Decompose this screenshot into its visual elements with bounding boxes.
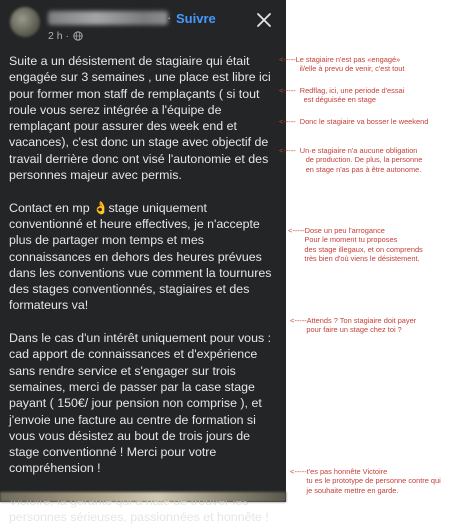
annotation-redflag: <----- Redflag, ici, une periode d'essai est déguisée en stage: [279, 86, 405, 105]
post-paragraph-4: personnes sérieuses, passionnées et honnête !: [9, 510, 269, 525]
post-paragraph-2: Contact en mp 👌stage uniquement conventionné et heure effectives, je n'accepte plus de partager mon temps et mes connaissances en dehors des heures prévues dans les conventions vue comment la tournures des stages conventionnés, stagiaires et des formateurs va!: [9, 200, 272, 313]
attached-image-strip[interactable]: [0, 492, 286, 502]
annotation-column: [279, 0, 458, 502]
post-paragraph-1: Suite a un désistement de stagiaire qui était engagée sur 3 semaines , une place est libre ici pour former mon staff de remplaçants ( si tout roule vous serez intégrée a l'équipe de remplaçant pour assurer des week end et vacances), c'est donc un stage avec objectif de travail derrière donc ont visé l'autonomie et des personnes majeur avec permis.: [9, 54, 271, 183]
post-time-label: 2 h ·: [48, 30, 70, 42]
annotation-engagement: <-----Le stagiaire n'est pas «engagé» il/elle à prevu de venir, c'est tout: [279, 55, 405, 74]
close-icon[interactable]: [256, 12, 272, 28]
annotation-not-honest: <-----t'es pas honnête Victoire tu es le prototype de personne contre qui je souhaite mettre en garde.: [290, 467, 441, 495]
annotation-no-obligation: <----- Un·e stagiaire n'a aucune obligation de production. De plus, la personne en stage n'as pas à être autonome.: [279, 146, 423, 174]
annotation-arrogance: <-----Dose un peu l'arrogance Pour le moment tu proposes des stage illegaux, et on comprends très bien d'où viens le désistement.: [288, 226, 423, 264]
post-header: [0, 0, 286, 52]
annotation-pay-for-internship: <-----Attends ? Ton stagiaire doit payer pour faire un stage chez toi ?: [290, 316, 417, 335]
annotation-weekend: <----- Donc le stagiaire va bosser le weekend: [279, 117, 429, 126]
follow-button[interactable]: Suivre: [176, 11, 216, 26]
globe-icon: [73, 31, 83, 41]
post-paragraph-3: Dans le cas d'un intérêt uniquement pour vous : cad apport de connaissances et d'expérience sans rendre service et s'engager sur trois semaines, merci de passer par la case stage payant ( 150€/ jour pension non comprise ), et j'envoie une facture au centre de formation si vous vous désistez au bout de trois jours de stage conventionné ! Merci pour votre compréhension !: [9, 331, 272, 476]
author-avatar[interactable]: [10, 7, 40, 37]
post-timestamp: [48, 30, 83, 42]
author-name-blurred[interactable]: [48, 11, 168, 25]
header-separator: ·: [167, 10, 172, 25]
post-body: [9, 53, 279, 526]
